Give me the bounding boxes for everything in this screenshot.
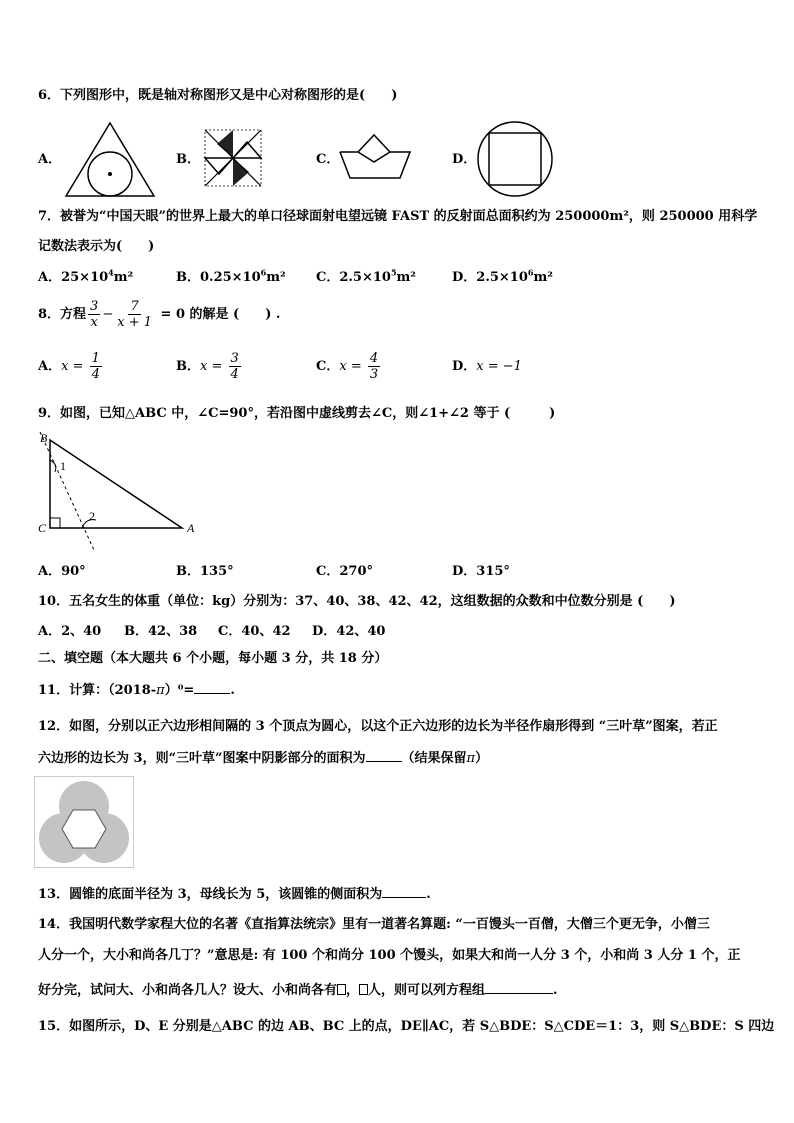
q12-answer-blank[interactable] — [366, 747, 402, 762]
q11-stem: 11．计算：（2018-π）⁰= . — [38, 679, 235, 701]
q8-option-c: C．x = $\frac{4}{3}$ — [316, 351, 379, 382]
q6-figure-b — [203, 128, 263, 188]
q12-stem-line1: 12．如图，分别以正六边形相间隔的 3 个顶点为圆心，以这个正六边形的边长为半径作扇形得到 “三叶草”图案，若正 — [38, 719, 718, 734]
q15-stem-line1: 15．如图所示，D、E 分别是△ABC 的边 AB、BC 上的点，DE∥AC，若 S△BDE：S△CDE＝1：3，则 S△BDE：S 四边 — [38, 1019, 775, 1034]
q14-stem-line1: 14．我国明代数学家程大位的名著《直指算法统宗》里有一道著名算题: “一百馒头一百僧，大僧三个更无争，小僧三 — [38, 917, 710, 932]
q9-label-angle2: 2 — [89, 509, 95, 523]
q8-option-b: B．x = $\frac{3}{4}$ — [176, 351, 239, 382]
q7-option-c: C．$2.5\times 10^5m^2$ — [316, 267, 416, 285]
q6-stem: 6．下列图形中，既是轴对称图形又是中心对称图形的是( ) — [38, 88, 398, 103]
q13-answer-blank[interactable] — [382, 883, 426, 898]
q7-stem-line1: 7．被誉为“中国天眼”的世界上最大的单口径球面射电望远镜 FAST 的反射面总面积约为 250000m²，则 250000 用科学 — [38, 209, 758, 224]
q12-stem-line2: 六边形的边长为 3，则“三叶草”图案中阴影部分的面积为 （结果保留π） — [38, 747, 488, 769]
q7-option-b: B．$0.25\times 10^6m^2$ — [176, 267, 286, 285]
q8-stem: 8．方程 $\frac{3}{x}$ − $\frac{7}{x + 1}$ = 0 的解是 ( ) . — [38, 299, 281, 330]
q8-option-a: A．x = $\frac{1}{4}$ — [38, 351, 100, 382]
q10-stem: 10．五名女生的体重（单位：kg）分别为：37、40、38、42、42，这组数据的众数和中位数分别是 ( ) — [38, 594, 676, 609]
q14-var-y-box — [359, 984, 368, 995]
q9-option-a: A．90° — [38, 564, 86, 579]
q11-answer-blank[interactable] — [194, 679, 230, 694]
q10-option-d: D．42、40 — [312, 624, 386, 639]
q7-option-d: D．$2.5\times 10^6m^2$ — [452, 267, 553, 285]
q10-option-c: C．40、42 — [218, 624, 291, 639]
q9-label-b: B — [40, 431, 48, 445]
q7-option-a: A．$25\times 10^4m^2$ — [38, 267, 134, 285]
q9-option-d: D．315° — [452, 564, 510, 579]
q6-figure-a — [62, 120, 158, 200]
q6-option-b: B． — [176, 152, 200, 167]
q14-var-x-box — [337, 984, 346, 995]
q12-clover-figure — [34, 776, 134, 868]
q7-stem-line2: 记数法表示为( ) — [38, 239, 155, 254]
q9-label-angle1: 1 — [60, 459, 66, 473]
q14-answer-blank[interactable] — [485, 979, 553, 994]
q9-option-b: B．135° — [176, 564, 234, 579]
q8-option-d: D．x = −1 — [452, 359, 522, 374]
q9-triangle-figure — [34, 428, 204, 553]
q10-option-a: A．2、40 — [38, 624, 102, 639]
q9-label-c: C — [38, 521, 47, 535]
section-heading-fill-blank: 二、填空题（本大题共 6 个小题，每小题 3 分，共 18 分） — [38, 651, 388, 666]
q13-stem: 13．圆锥的底面半径为 3，母线长为 5，该圆锥的侧面积为 . — [38, 883, 431, 905]
q9-option-c: C．270° — [316, 564, 373, 579]
q9-label-a: A — [187, 521, 195, 535]
q14-stem-line2: 人分一个，大小和尚各几丁？”意思是: 有 100 个和尚分 100 个馒头，如果大和尚一人分 3 个，小和尚 3 人分 1 个，正 — [38, 948, 741, 963]
q6-option-a: A． — [38, 152, 62, 167]
q6-figure-d — [476, 120, 554, 198]
q6-figure-c — [338, 132, 412, 182]
q14-stem-line3: 好分完，试问大、小和尚各几人？设大、小和尚各有 ， 人，则可以列方程组 . — [38, 979, 558, 1001]
q10-option-b: B．42、38 — [124, 624, 198, 639]
q9-stem: 9．如图，已知△ABC 中，∠C=90°，若沿图中虚线剪去∠C，则∠1+∠2 等于 ( ) — [38, 406, 556, 421]
q6-option-d: D． — [452, 152, 477, 167]
q6-option-c: C． — [316, 152, 340, 167]
